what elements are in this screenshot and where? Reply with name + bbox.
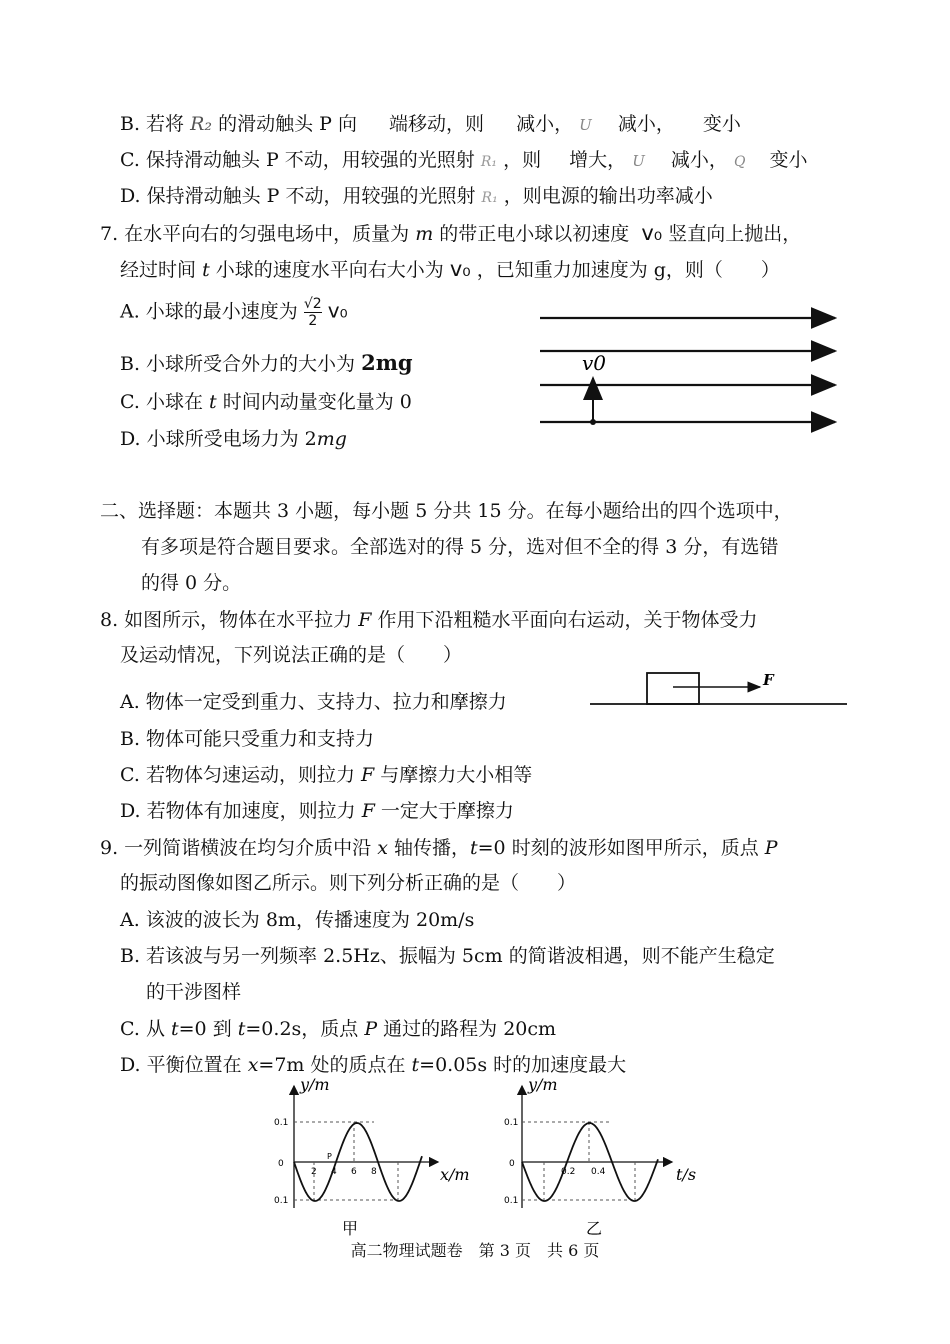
fraction-denominator: 2 (308, 313, 318, 329)
q6b-text-6: 变小 (702, 113, 741, 135)
q9-option-a: A. 该波的波长为 8m，传播速度为 20m/s (120, 909, 475, 931)
q7-option-c (120, 389, 412, 415)
q9d-text-1: D. 平衡位置在 (120, 1054, 242, 1076)
yi-xtick-04: 0.4 (591, 1167, 606, 1177)
net-force-value: 2mg (361, 350, 413, 375)
q9-text-2: 轴传播， (393, 837, 470, 859)
t-symbol: t (470, 837, 478, 859)
force-symbol: F (358, 609, 372, 631)
vibration-graph-yi (500, 1076, 710, 1236)
jia-xtick-2: 2 (311, 1167, 317, 1177)
u-symbol: U (579, 116, 592, 134)
v0-symbol-2: v₀ (449, 257, 471, 281)
yi-xlabel: t/s (676, 1165, 697, 1184)
q7-text-4: 经过时间 (120, 259, 197, 281)
wave-graph-jia (270, 1076, 480, 1236)
ball-dot (590, 419, 596, 425)
q6-option-b (120, 111, 741, 138)
q7-text-3: 竖直向上抛出， (668, 223, 802, 245)
block (647, 673, 699, 704)
q8d-text-1: D. 若物体有加速度，则拉力 (120, 800, 356, 822)
q9-option-b-line1: B. 若该波与另一列频率 2.5Hz、振幅为 5cm 的简谐波相遇，则不能产生稳定 (120, 945, 775, 967)
q6c-text-3: 增大， (569, 149, 627, 171)
q9d-text-3: =0.05s 时的加速度最大 (419, 1054, 627, 1076)
time-symbol: t (202, 259, 210, 281)
q9-option-c (120, 1016, 556, 1042)
p-symbol: P (764, 837, 778, 859)
force-symbol-d: F (361, 800, 375, 822)
q9-stem-line1 (100, 835, 778, 861)
q7d-mg: mg (316, 428, 347, 450)
v0-label: v0 (582, 351, 607, 375)
q8-stem-line2: 及运动情况，下列说法正确的是（ ） (120, 644, 463, 666)
q8c-text-1: C. 若物体匀速运动，则拉力 (120, 764, 355, 786)
q6b-text-2: 的滑动触头 P 向 (218, 113, 357, 135)
q6-option-d (120, 183, 713, 211)
q6-option-c (120, 147, 808, 175)
q8-option-c (120, 762, 532, 788)
t-symbol-c2: t (237, 1018, 246, 1040)
yi-ybot: 0.1 (504, 1196, 519, 1206)
t-symbol-d: t (411, 1054, 420, 1076)
q8-option-d (120, 798, 514, 824)
time-symbol-c: t (209, 391, 217, 413)
q9c-text-4: 通过的路程为 20cm (383, 1018, 557, 1040)
q9-text-3: =0 时刻的波形如图甲所示，质点 (477, 837, 759, 859)
q7-option-a (120, 296, 348, 329)
yi-ylabel: y/m (528, 1076, 558, 1094)
q9-stem-line2: 的振动图像如图乙所示。则下列分析正确的是（ ） (120, 872, 577, 894)
q9-option-b-line2: 的干涉图样 (146, 981, 242, 1003)
q7c-text-2: 时间内动量变化量为 0 (222, 391, 412, 413)
u-symbol-c: U (632, 152, 645, 170)
x-symbol-d: x (247, 1054, 259, 1076)
q7-text-1: 7. 在水平向右的匀强电场中，质量为 (100, 223, 410, 245)
jia-xlabel: x/m (440, 1165, 470, 1184)
q6b-text-1: B. 若将 (120, 113, 185, 135)
section2-line1: 二、选择题：本题共 3 小题，每小题 5 分共 15 分。在每小题给出的四个选项中， (100, 500, 793, 522)
q8d-text-2: 一定大于摩擦力 (380, 800, 514, 822)
q6d-text-2: ，则电源的输出功率减小 (503, 185, 713, 207)
q6c-text-4: 减小， (670, 149, 728, 171)
section2-line3: 的得 0 分。 (141, 572, 242, 594)
q8-stem-line1 (100, 607, 757, 633)
yi-xtick-02: 0.2 (561, 1167, 576, 1177)
p-symbol-c: P (364, 1018, 378, 1040)
q9c-text-3: =0.2s，质点 (245, 1018, 359, 1040)
r1-symbol-d: R₁ (481, 190, 498, 206)
min-speed-v0: v₀ (327, 298, 348, 323)
v0-symbol: v₀ (641, 221, 663, 245)
section2-line2: 有多项是符合题目要求。全部选对的得 5 分，选对但不全的得 3 分，有选错 (141, 536, 779, 558)
jia-ytop: 0.1 (274, 1118, 289, 1128)
jia-xtick-4: 4 (331, 1167, 337, 1177)
fraction-numerator: √2 (303, 296, 322, 312)
q7d-text-1: D. 小球所受电场力为 2 (120, 428, 317, 450)
q7a-text: A. 小球的最小速度为 (120, 300, 298, 323)
q7-stem-line1 (100, 220, 801, 247)
q6d-text-1: D. 保持滑动触头 P 不动，用较强的光照射 (120, 185, 476, 207)
q7-option-d (120, 426, 347, 452)
q9-option-d (120, 1052, 626, 1078)
q9-text-1: 9. 一列简谐横波在均匀介质中沿 (100, 837, 372, 859)
q7-text-6: ，已知重力加速度为 g，则（ ） (476, 259, 780, 281)
q8-option-b: B. 物体可能只受重力和支持力 (120, 728, 375, 750)
yi-caption: 乙 (586, 1219, 603, 1236)
force-symbol-c: F (361, 764, 375, 786)
jia-origin: 0 (278, 1159, 284, 1169)
mass-symbol: m (415, 223, 434, 245)
q7-stem-line2 (120, 256, 780, 283)
q-symbol: Q (733, 154, 746, 170)
q6c-text-5: 变小 (769, 149, 808, 171)
q6b-text-4: 减小， (516, 113, 574, 135)
q7-option-b (120, 350, 413, 377)
electric-field-figure (530, 300, 850, 440)
q9d-text-2: =7m 处的质点在 (258, 1054, 406, 1076)
jia-xtick-6: 6 (351, 1167, 357, 1177)
jia-point-p: P (327, 1152, 332, 1161)
q8-text-2: 作用下沿粗糙水平面向右运动，关于物体受力 (377, 609, 758, 631)
min-speed-fraction (304, 296, 322, 329)
jia-ylabel: y/m (300, 1076, 330, 1094)
q8-option-a: A. 物体一定受到重力、支持力、拉力和摩擦力 (120, 691, 507, 713)
block-figure (585, 666, 855, 710)
x-symbol: x (377, 837, 388, 859)
q8c-text-2: 与摩擦力大小相等 (380, 764, 533, 786)
jia-ybot: 0.1 (274, 1196, 289, 1206)
q6c-text-2: ，则 (503, 149, 542, 171)
q6b-text-3: 端移动，则 (389, 113, 485, 135)
yi-ytop: 0.1 (504, 1118, 519, 1128)
page-footer: 高二物理试题卷 第 3 页 共 6 页 (350, 1241, 600, 1260)
t-symbol-c1: t (171, 1018, 179, 1040)
q9c-text-2: =0 到 (178, 1018, 232, 1040)
jia-caption: 甲 (342, 1219, 359, 1236)
yi-origin: 0 (509, 1159, 515, 1169)
q6c-text-1: C. 保持滑动触头 P 不动，用较强的光照射 (120, 149, 475, 171)
q6b-text-5: 减小， (617, 113, 675, 135)
q7b-text: B. 小球所受合外力的大小为 (120, 353, 356, 375)
q7-text-5: 小球的速度水平向右大小为 (215, 259, 444, 281)
r1-symbol: R₁ (480, 154, 498, 170)
jia-xtick-8: 8 (371, 1167, 377, 1177)
r2-symbol: R₂ (190, 113, 213, 135)
q7-text-2: 的带正电小球以初速度 (439, 223, 630, 245)
q9c-text-1: C. 从 (120, 1018, 165, 1040)
q7c-text-1: C. 小球在 (120, 391, 203, 413)
force-label: F (763, 671, 774, 689)
q8-text-1: 8. 如图所示，物体在水平拉力 (100, 609, 353, 631)
